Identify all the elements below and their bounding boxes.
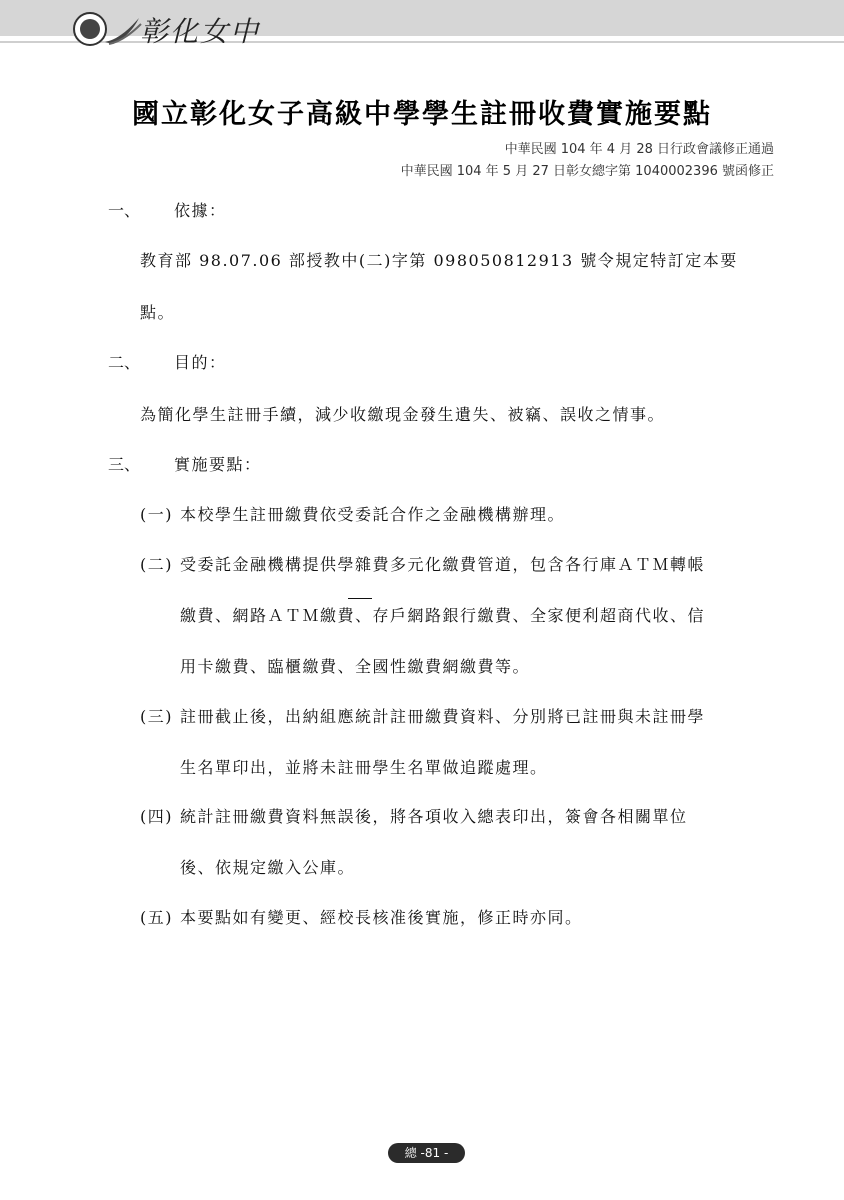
section-1-heading: 依據：: [174, 201, 227, 220]
text-overline-mark: [348, 598, 372, 599]
section-1-text-line: 點。: [140, 303, 176, 322]
section-2-text-line: 為簡化學生註冊手續，減少收繳現金發生遺失、被竊、誤收之情事。: [140, 405, 666, 424]
revision-note-2: 中華民國 104 年 5 月 27 日彰女總字第 1040002396 號函修正: [400, 164, 774, 179]
item-text-line: 註冊截止後，出納組應統計註冊繳費資料、分別將已註冊與未註冊學: [180, 707, 706, 726]
item-label: (三): [140, 707, 173, 726]
section-2-number: 二、: [108, 353, 141, 372]
item-text-line: 生名單印出，並將未註冊學生名單做追蹤處理。: [180, 758, 548, 777]
revision-note-1: 中華民國 104 年 4 月 28 日行政會議修正通過: [504, 142, 774, 157]
item-text-line: 繳費、網路ＡＴＭ繳費、存戶網路銀行繳費、全家便利超商代收、信: [180, 606, 706, 625]
section-2-heading: 目的：: [174, 353, 227, 372]
wing-icon: [103, 14, 143, 46]
item-text-line: 受委託金融機構提供學雜費多元化繳費管道，包含各行庫ＡＴＭ轉帳: [180, 555, 706, 574]
school-logo-text: 彰化女中: [140, 15, 261, 48]
item-text-line: 統計註冊繳費資料無誤後，將各項收入總表印出，簽會各相關單位: [180, 807, 688, 826]
item-text-line: 後、依規定繳入公庫。: [180, 858, 356, 877]
item-label: (二): [140, 555, 173, 574]
item-label: (五): [140, 908, 173, 927]
school-emblem-icon: [73, 12, 107, 46]
section-1-text-line: 教育部 98.07.06 部授教中(二)字第 098050812913 號令規定特訂定本要: [140, 251, 738, 270]
document-title: 國立彰化女子高級中學學生註冊收費實施要點: [132, 99, 712, 130]
page-number-badge: 總 -81 -: [388, 1143, 465, 1163]
item-text-line: 本要點如有變更、經校長核准後實施，修正時亦同。: [180, 908, 583, 927]
section-3-heading: 實施要點：: [174, 455, 262, 474]
section-3-number: 三、: [108, 455, 141, 474]
item-text-line: 本校學生註冊繳費依受委託合作之金融機構辦理。: [180, 505, 566, 524]
item-text-line: 用卡繳費、臨櫃繳費、全國性繳費網繳費等。: [180, 657, 531, 676]
item-label: (四): [140, 807, 173, 826]
section-1-number: 一、: [108, 201, 141, 220]
item-label: (一): [140, 505, 173, 524]
